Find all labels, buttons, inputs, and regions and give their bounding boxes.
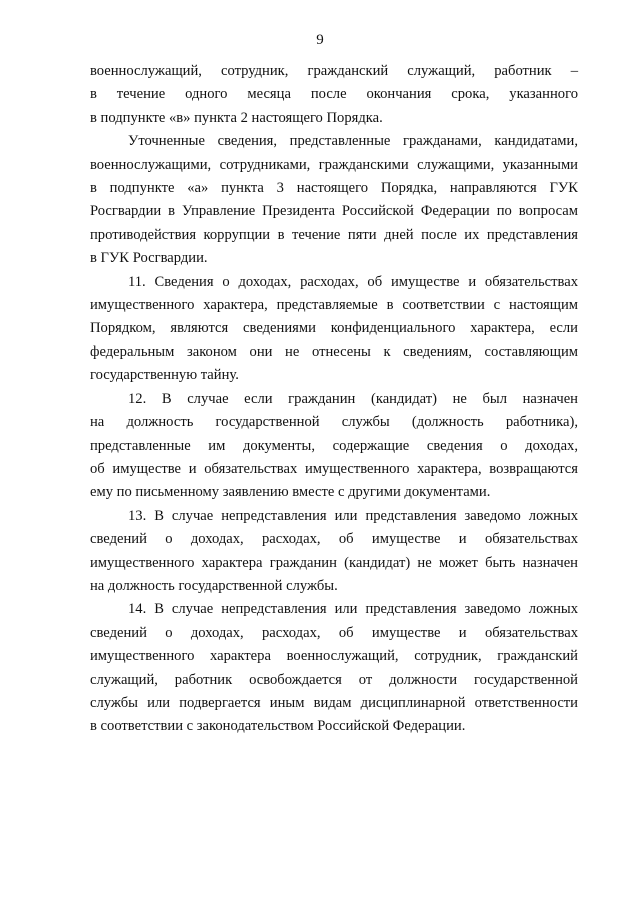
text-line: службы или подвергается иным видам дисциплинарной ответственности bbox=[90, 694, 578, 711]
text-line: на должность государственной службы. bbox=[90, 577, 338, 594]
text-line: представленные им документы, содержащие сведения о доходах, bbox=[90, 437, 578, 454]
text-line: служащий, работник освобождается от должности государственной bbox=[90, 671, 578, 688]
text-line: Порядком, являются сведениями конфиденциального характера, если bbox=[90, 320, 578, 337]
text-line: в подпункте «в» пункта 2 настоящего Порядка. bbox=[90, 109, 383, 126]
text-line: об имуществе и обязательствах имущественного характера, возвращаются bbox=[90, 460, 578, 477]
text-line: в ГУК Росгвардии. bbox=[90, 250, 208, 267]
text-line: имущественного характера гражданин (кандидат) не может быть назначен bbox=[90, 554, 578, 571]
text-line: в подпункте «а» пункта 3 настоящего Порядка, направляются ГУК bbox=[90, 180, 578, 197]
text-line: сведений о доходах, расходах, об имуществе и обязательствах bbox=[90, 624, 578, 641]
text-line: 12. В случае если гражданин (кандидат) не был назначен bbox=[128, 390, 578, 407]
text-line: Уточненные сведения, представленные гражданами, кандидатами, bbox=[128, 133, 578, 150]
text-line: военнослужащими, сотрудниками, гражданскими служащими, указанными bbox=[90, 156, 578, 173]
text-line: имущественного характера, представляемые в соответствии с настоящим bbox=[90, 297, 578, 314]
paragraph-12 bbox=[90, 388, 578, 505]
page-number: 9 bbox=[316, 32, 324, 48]
text-line: Росгвардии в Управление Президента Российской Федерации по вопросам bbox=[90, 203, 578, 220]
text-line: сведений о доходах, расходах, об имуществе и обязательствах bbox=[90, 531, 578, 548]
paragraph-13 bbox=[90, 505, 578, 599]
text-line: ему по письменному заявлению вместе с другими документами. bbox=[90, 484, 491, 501]
text-line: имущественного характера военнослужащий, сотрудник, гражданский bbox=[90, 648, 578, 665]
paragraph-continuation bbox=[90, 60, 578, 130]
text-line: на должность государственной службы (должность работника), bbox=[90, 414, 578, 431]
text-line: 13. В случае непредставления или представления заведомо ложных bbox=[128, 507, 578, 524]
paragraph-updated-info bbox=[90, 130, 578, 270]
text-line: федеральным законом они не отнесены к сведениям, составляющим bbox=[90, 343, 578, 360]
text-line: в соответствии с законодательством Российской Федерации. bbox=[90, 718, 466, 735]
text-line: 14. В случае непредставления или представления заведомо ложных bbox=[128, 601, 578, 618]
paragraph-14 bbox=[90, 598, 578, 738]
paragraph-11 bbox=[90, 271, 578, 388]
document-body bbox=[90, 60, 578, 739]
text-line: противодействия коррупции в течение пяти дней после их представления bbox=[90, 226, 578, 243]
text-line: военнослужащий, сотрудник, гражданский служащий, работник – bbox=[90, 63, 578, 79]
text-line: в течение одного месяца после окончания срока, указанного bbox=[90, 86, 578, 103]
text-line: 11. Сведения о доходах, расходах, об имуществе и обязательствах bbox=[128, 273, 578, 290]
text-line: государственную тайну. bbox=[90, 367, 239, 384]
